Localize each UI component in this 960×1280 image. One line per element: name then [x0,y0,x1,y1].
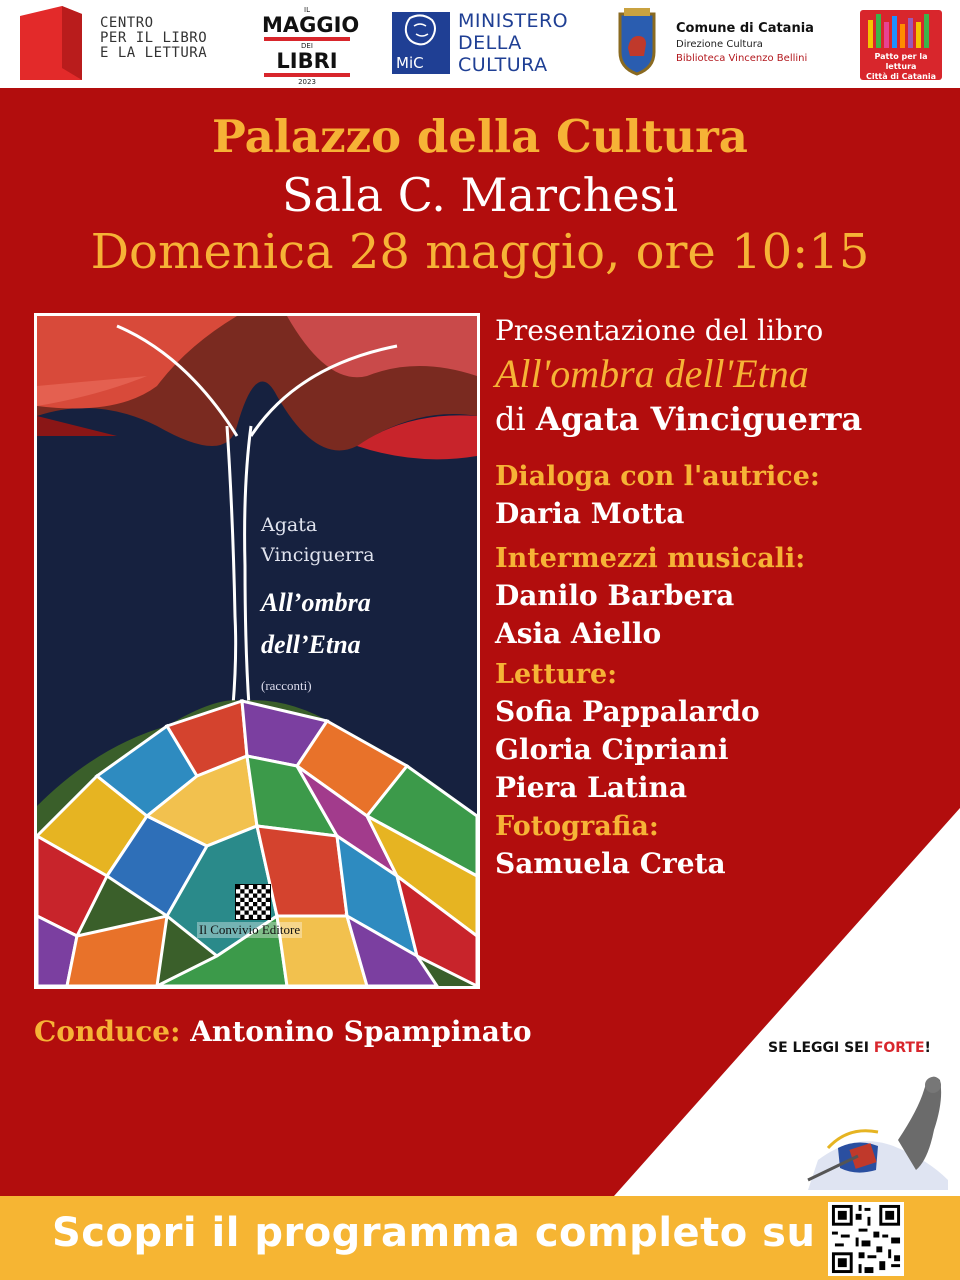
footer-text: Scopri il programma completo su [52,1210,816,1256]
maggio-year: 2023 [298,78,316,86]
section-label-dialogue: Dialoga con l'autrice: [495,461,820,492]
footer-banner [0,1196,960,1280]
se-leggi-promo [748,1030,958,1200]
cover-title-line1: All’ombra [261,588,371,617]
presentation-intro: Presentazione del libro [495,314,824,347]
book-author: Agata Vinciguerra [535,400,863,438]
music-name-2: Asia Aiello [495,617,662,650]
book-cover [34,313,480,989]
qr-code-icon [828,1202,904,1276]
patto-line2: Città di Catania [865,72,937,80]
cover-title-line2: dell’Etna [261,630,361,659]
room-title: Sala C. Marchesi [282,168,678,222]
mic-short: MiC [396,54,424,72]
mic-line2: DELLA [458,32,522,54]
catania-line1: Comune di Catania [676,21,814,36]
cepell-text: CENTRO PER IL LIBRO E LA LETTURA [100,15,208,61]
dialogue-name: Daria Motta [495,497,685,530]
readings-name-3: Piera Latina [495,771,688,804]
event-info [495,313,955,883]
maggio-mid: DEI [301,42,313,50]
publisher-checker-icon [235,884,271,920]
host-line [34,1015,532,1048]
cover-author-last: Vinciguerra [261,544,375,566]
cover-subtitle: (racconti) [261,678,312,693]
section-label-music: Intermezzi musicali: [495,543,806,574]
mic-line3: CULTURA [458,54,548,76]
cover-publisher: Il Convivio Editore [199,922,301,937]
maggio-line2: LIBRI [276,49,338,73]
event-date: Domenica 28 maggio, ore 10:15 [90,224,870,280]
knight-illustration [748,1030,958,1200]
catania-line3: Biblioteca Vincenzo Bellini [676,53,808,64]
host-label: Conduce: [34,1015,181,1048]
maggio-top: IL [304,6,310,14]
by-prefix: di [495,400,526,438]
mic-line1: MINISTERO [458,10,569,32]
readings-name-2: Gloria Cipriani [495,733,729,766]
readings-name-1: Sofia Pappalardo [495,695,760,728]
music-name-1: Danilo Barbera [495,579,735,612]
cover-author-first: Agata [261,514,318,536]
promo-head-prefix: SE LEGGI SEI [768,1040,874,1056]
book-author-line [495,399,955,439]
catania-line2: Direzione Cultura [676,39,763,50]
maggio-line1: MAGGIO [262,13,360,37]
patto-line1: Patto per la lettura [874,52,928,71]
venue-title: Palazzo della Cultura [212,110,748,163]
photo-name: Samuela Creta [495,847,726,880]
promo-head-suffix: ! [924,1040,931,1056]
qr-code[interactable] [828,1202,904,1276]
section-label-photo: Fotografia: [495,811,659,842]
promo-head-accent: FORTE [873,1040,925,1056]
host-name: Antonino Spampinato [190,1015,532,1048]
section-label-readings: Letture: [495,659,618,690]
book-title: All'ombra dell'Etna [495,351,809,396]
